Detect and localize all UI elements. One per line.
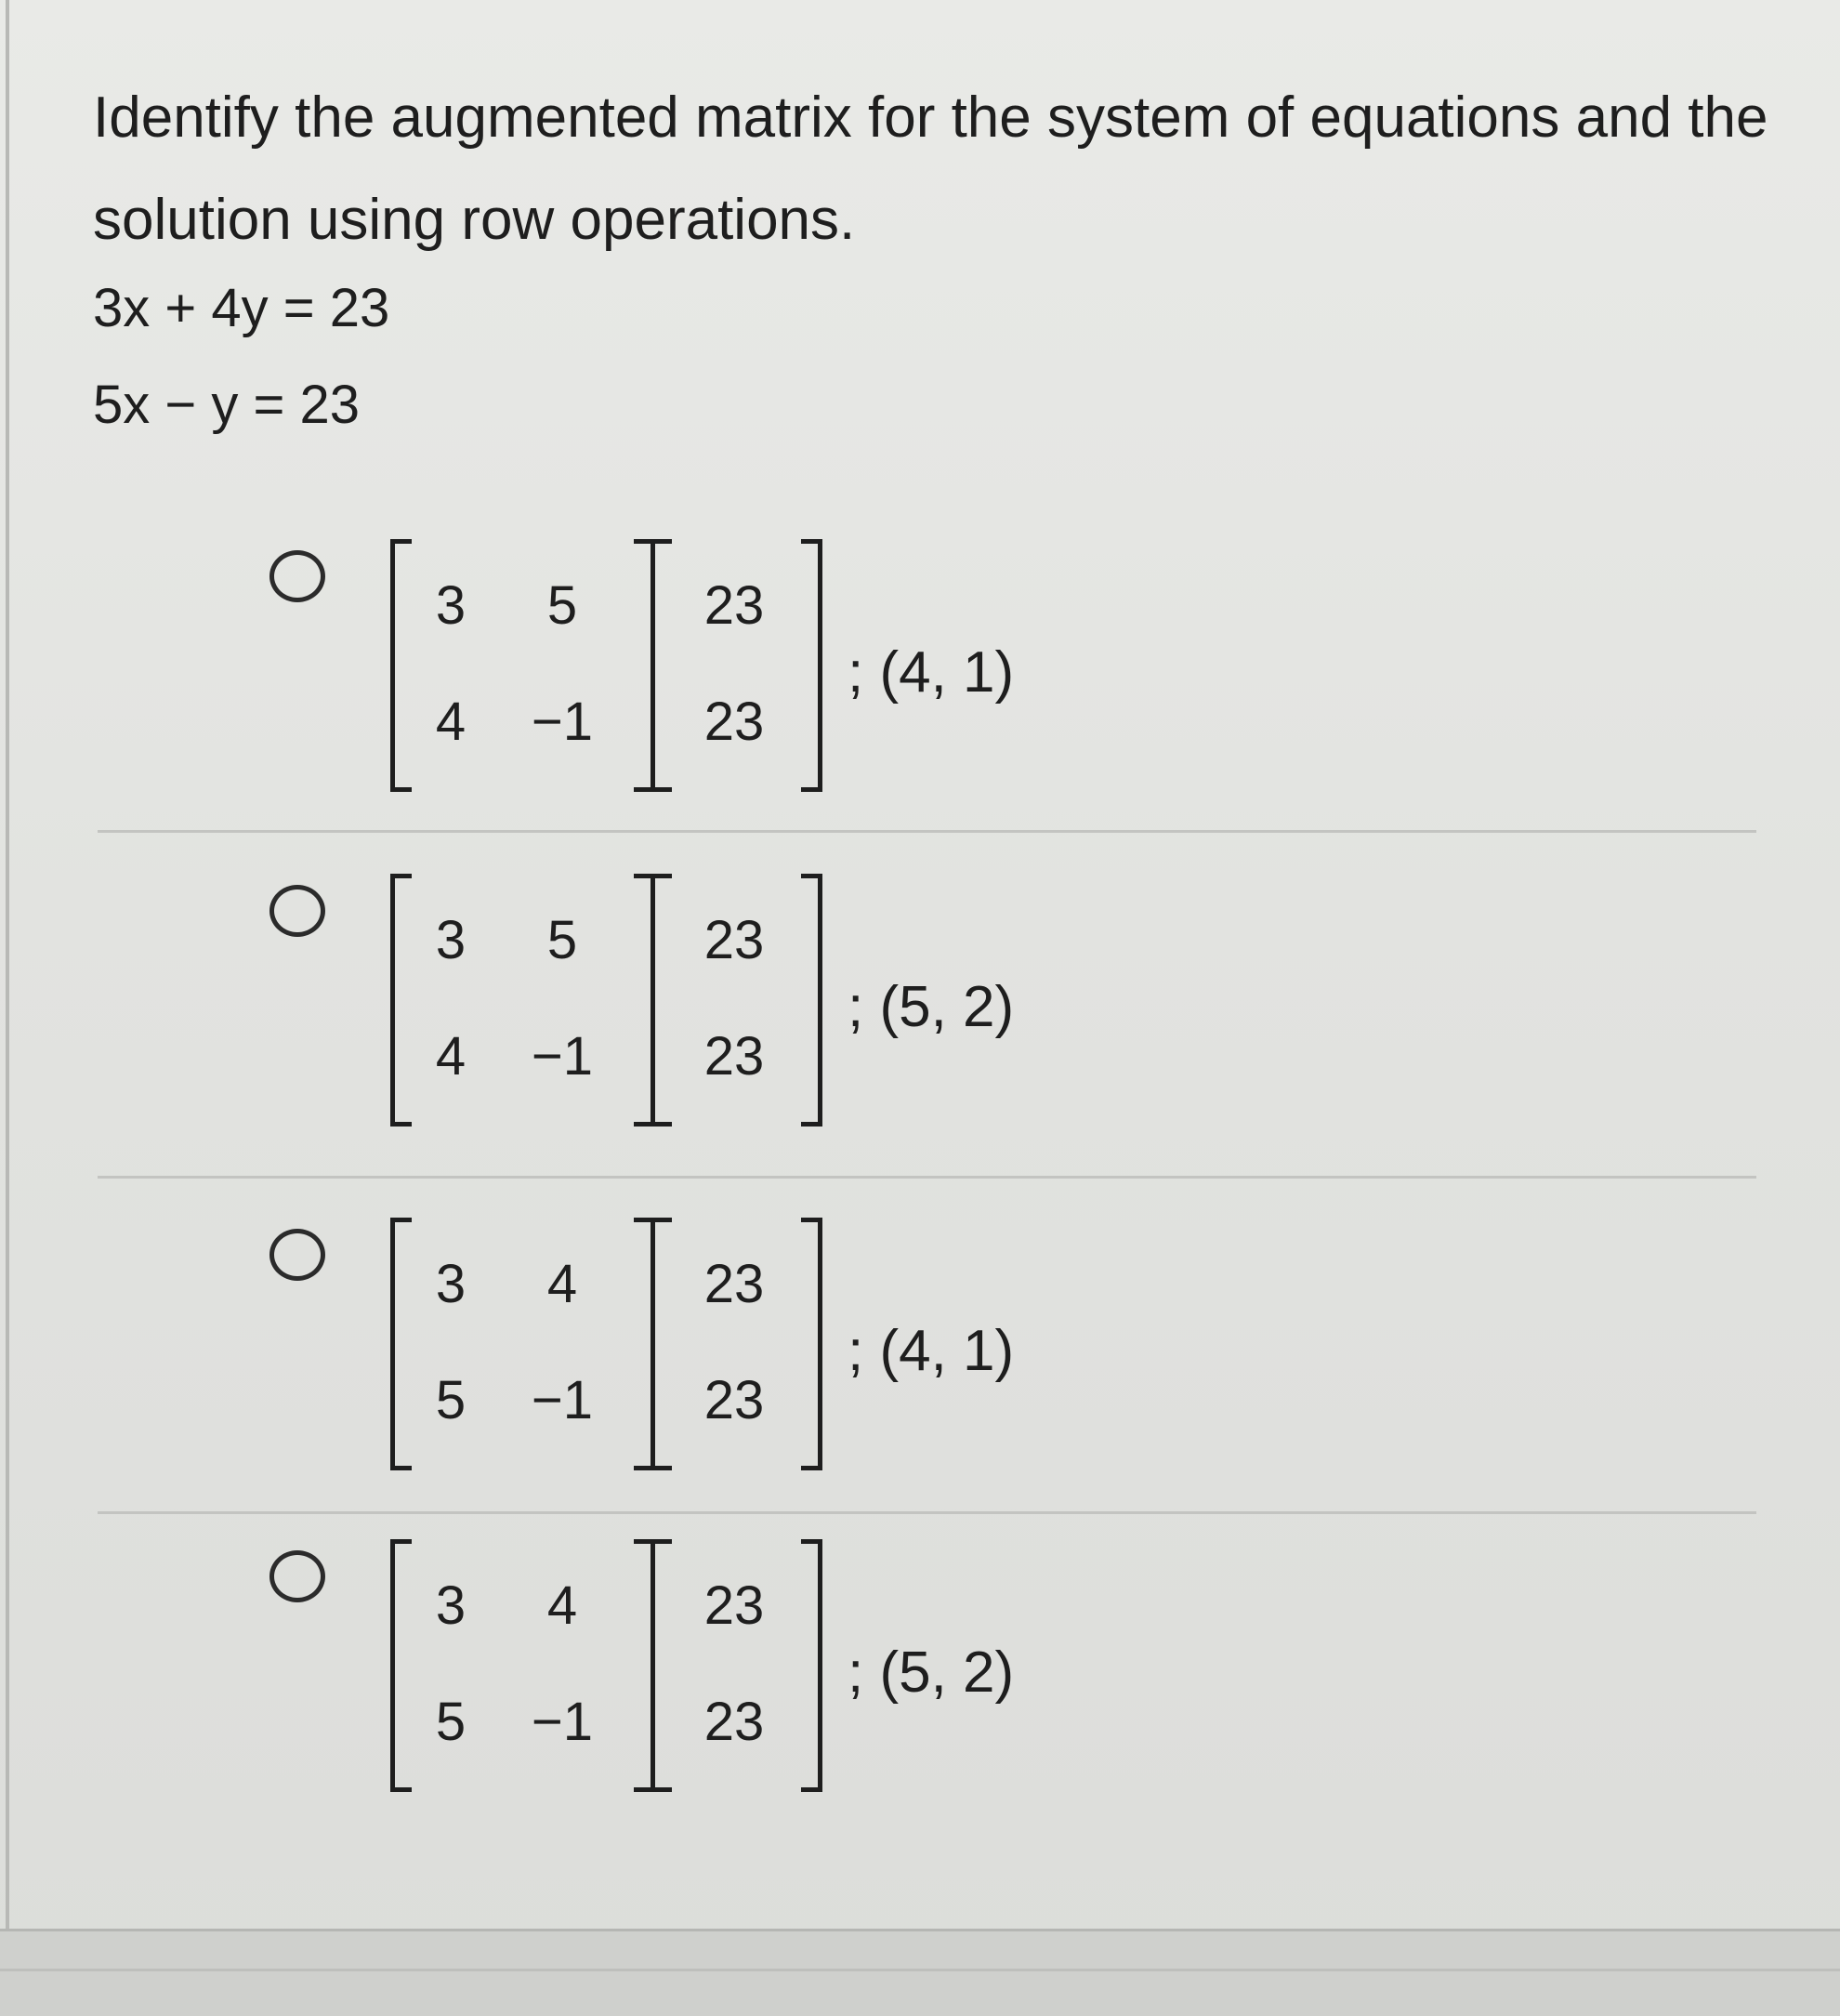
radio-button-option-3[interactable] bbox=[269, 1229, 325, 1281]
right-bracket bbox=[801, 1218, 822, 1470]
matrix-cell: 4 bbox=[435, 692, 467, 752]
matrix-cell: −1 bbox=[531, 692, 594, 752]
augmented-matrix-option-2 bbox=[390, 874, 836, 1127]
augmented-matrix-option-4 bbox=[390, 1539, 836, 1792]
radio-button-option-1[interactable] bbox=[269, 550, 325, 602]
augmented-matrix-option-1 bbox=[390, 539, 836, 792]
constant-cell: 23 bbox=[703, 1370, 765, 1430]
option-divider bbox=[98, 1511, 1756, 1514]
answer-option-2[interactable] bbox=[260, 885, 1747, 1164]
equation-2: 5x − y = 23 bbox=[93, 375, 360, 435]
left-border bbox=[6, 0, 9, 1933]
solution-label-option-4: ; (5, 2) bbox=[848, 1640, 1015, 1705]
matrix-cell: −1 bbox=[531, 1370, 594, 1430]
matrix-cell: −1 bbox=[531, 1026, 594, 1087]
right-bracket bbox=[801, 1539, 822, 1792]
constant-cell: 23 bbox=[703, 1254, 765, 1314]
matrix-cell: 3 bbox=[435, 1254, 467, 1314]
matrix-cell: 4 bbox=[435, 1026, 467, 1087]
answer-option-1[interactable] bbox=[260, 550, 1747, 829]
answer-option-4[interactable] bbox=[260, 1550, 1747, 1829]
constant-cell: 23 bbox=[703, 910, 765, 970]
matrix-cell: 4 bbox=[546, 1254, 578, 1314]
option-divider bbox=[98, 1176, 1756, 1179]
solution-label-option-2: ; (5, 2) bbox=[848, 975, 1015, 1039]
constant-cell: 23 bbox=[703, 1575, 765, 1636]
matrix-cell: 3 bbox=[435, 1575, 467, 1636]
bottom-panel bbox=[0, 1929, 1840, 2016]
solution-label-option-1: ; (4, 1) bbox=[848, 640, 1015, 705]
solution-label-option-3: ; (4, 1) bbox=[848, 1319, 1015, 1383]
matrix-cell: 5 bbox=[435, 1370, 467, 1430]
matrix-cell: 5 bbox=[546, 575, 578, 636]
matrix-cell: 3 bbox=[435, 910, 467, 970]
radio-button-option-2[interactable] bbox=[269, 885, 325, 937]
constant-cell: 23 bbox=[703, 1692, 765, 1752]
matrix-cell: 5 bbox=[435, 1692, 467, 1752]
constant-cell: 23 bbox=[703, 692, 765, 752]
right-bracket bbox=[801, 874, 822, 1127]
radio-button-option-4[interactable] bbox=[269, 1550, 325, 1602]
option-divider bbox=[98, 830, 1756, 833]
constant-cell: 23 bbox=[703, 1026, 765, 1087]
augmented-matrix-option-3 bbox=[390, 1218, 836, 1470]
constant-cell: 23 bbox=[703, 575, 765, 636]
matrix-cell: −1 bbox=[531, 1692, 594, 1752]
matrix-cell: 3 bbox=[435, 575, 467, 636]
question-text: Identify the augmented matrix for the system of equations and the solution using row operations. bbox=[93, 86, 1768, 252]
matrix-cell: 4 bbox=[546, 1575, 578, 1636]
answer-option-3[interactable] bbox=[260, 1229, 1747, 1508]
matrix-cell: 5 bbox=[546, 910, 578, 970]
equation-1: 3x + 4y = 23 bbox=[93, 278, 390, 338]
right-bracket bbox=[801, 539, 822, 792]
